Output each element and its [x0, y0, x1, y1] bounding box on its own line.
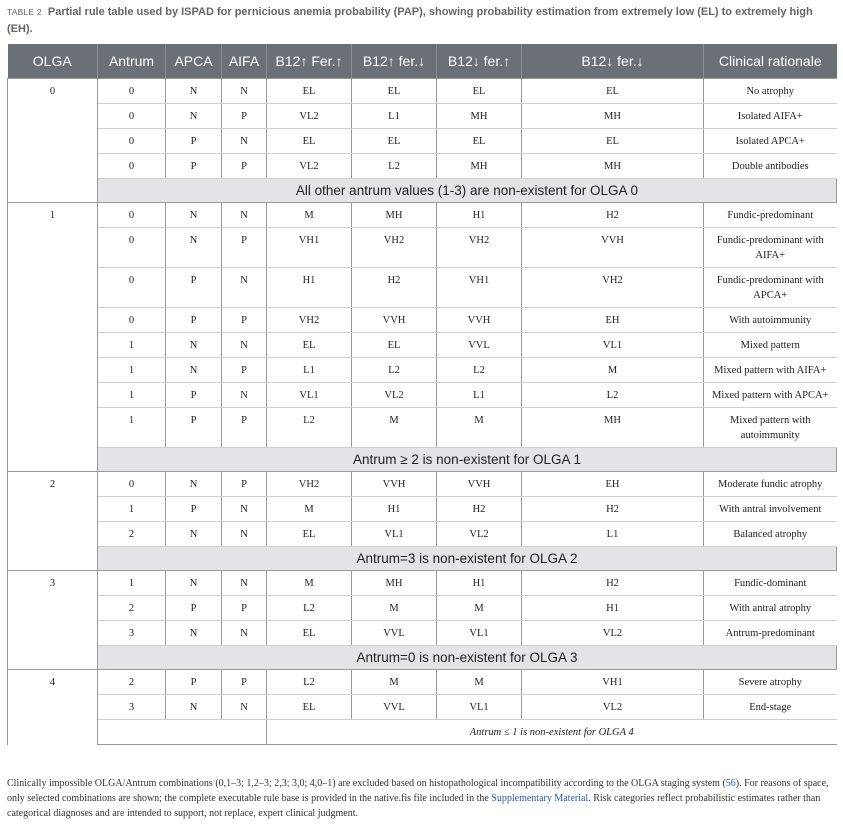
cell-b12down-ferdown: VL2 — [522, 695, 704, 720]
cell-aifa: N — [222, 129, 267, 154]
cell-apca: P — [166, 129, 222, 154]
cell-apca: P — [166, 596, 222, 621]
cell-aifa: P — [222, 154, 267, 179]
cell-b12down-ferup: VVH — [437, 472, 522, 497]
cell-b12down-ferup: L1 — [437, 383, 522, 408]
cell-b12up-ferup: EL — [267, 129, 352, 154]
cell-antrum: 2 — [98, 596, 166, 621]
cell-b12down-ferdown: MH — [522, 408, 704, 448]
table-row — [8, 308, 837, 333]
cell-clinical-rationale: With antral atrophy — [704, 596, 837, 621]
cell-apca: N — [166, 571, 222, 596]
cell-clinical-rationale: Severe atrophy — [704, 670, 837, 695]
group-note: Antrum=0 is non-existent for OLGA 3 — [98, 646, 837, 670]
table-row — [8, 408, 837, 448]
cell-b12up-ferdown: MH — [352, 571, 437, 596]
cell-b12down-ferdown: EL — [522, 129, 704, 154]
cell-apca: P — [166, 308, 222, 333]
cell-antrum: 1 — [98, 358, 166, 383]
cell-b12down-ferdown: L2 — [522, 383, 704, 408]
cell-clinical-rationale: Mixed pattern with autoimmunity — [704, 408, 837, 448]
cell-b12up-ferup: H1 — [267, 268, 352, 308]
cell-b12up-ferup: VH1 — [267, 228, 352, 268]
cell-b12down-ferup: MH — [437, 154, 522, 179]
cell-b12up-ferdown: EL — [352, 129, 437, 154]
cell-b12down-ferup: EL — [437, 79, 522, 104]
cell-b12up-ferdown: VH2 — [352, 228, 437, 268]
cell-apca: N — [166, 79, 222, 104]
cell-antrum: 1 — [98, 383, 166, 408]
cell-b12down-ferup: H2 — [437, 497, 522, 522]
cell-b12down-ferdown: H2 — [522, 571, 704, 596]
cell-aifa: P — [222, 228, 267, 268]
cell-apca: P — [166, 497, 222, 522]
cell-aifa: P — [222, 472, 267, 497]
cell-clinical-rationale: Fundic-dominant — [704, 571, 837, 596]
table-row — [8, 621, 837, 646]
cell-b12up-ferdown: M — [352, 670, 437, 695]
cell-b12down-ferdown: VH2 — [522, 268, 704, 308]
cell-apca: N — [166, 333, 222, 358]
cell-b12up-ferdown: H2 — [352, 268, 437, 308]
cell-olga: 2 — [8, 472, 98, 571]
cell-clinical-rationale: Fundic-predominant — [704, 203, 837, 228]
cell-antrum: 1 — [98, 408, 166, 448]
note-row — [8, 720, 837, 745]
table-row — [8, 333, 837, 358]
cell-antrum: 0 — [98, 104, 166, 129]
cell-b12up-ferdown: VVL — [352, 695, 437, 720]
cell-b12up-ferdown: VL2 — [352, 383, 437, 408]
header-aifa: AIFA — [222, 44, 267, 79]
cell-b12up-ferdown: VVL — [352, 621, 437, 646]
cell-clinical-rationale: Mixed pattern — [704, 333, 837, 358]
cell-antrum: 0 — [98, 129, 166, 154]
cell-b12up-ferdown: VL1 — [352, 522, 437, 547]
cell-aifa: P — [222, 308, 267, 333]
cell-aifa: P — [222, 358, 267, 383]
table-row — [8, 268, 837, 308]
cell-aifa: N — [222, 621, 267, 646]
cell-b12down-ferdown: H1 — [522, 596, 704, 621]
table-row — [8, 670, 837, 695]
cell-antrum: 0 — [98, 308, 166, 333]
cell-clinical-rationale: Isolated APCA+ — [704, 129, 837, 154]
cell-b12up-ferup: VL1 — [267, 383, 352, 408]
table-footnote — [7, 776, 836, 821]
cell-antrum: 2 — [98, 670, 166, 695]
table-row — [8, 596, 837, 621]
cell-antrum: 3 — [98, 695, 166, 720]
cell-b12down-ferup: VL1 — [437, 621, 522, 646]
cell-b12down-ferup: VH2 — [437, 228, 522, 268]
cell-aifa: P — [222, 408, 267, 448]
table-caption — [7, 4, 837, 38]
cell-clinical-rationale: Fundic-predominant with AIFA+ — [704, 228, 837, 268]
cell-aifa: N — [222, 497, 267, 522]
cell-olga: 0 — [8, 79, 98, 203]
cell-apca: N — [166, 522, 222, 547]
cell-b12up-ferup: VL2 — [267, 104, 352, 129]
header-b12up-ferup: B12↑ Fer.↑ — [267, 44, 352, 79]
cell-b12up-ferup: EL — [267, 522, 352, 547]
group-note: Antrum ≤ 1 is non-existent for OLGA 4 — [267, 720, 837, 745]
cell-b12down-ferdown: MH — [522, 104, 704, 129]
cell-antrum: 0 — [98, 228, 166, 268]
cell-apca: N — [166, 358, 222, 383]
cell-aifa: N — [222, 268, 267, 308]
cell-b12down-ferup: L2 — [437, 358, 522, 383]
table-row — [8, 129, 837, 154]
cell-b12up-ferdown: EL — [352, 79, 437, 104]
cell-clinical-rationale: No atrophy — [704, 79, 837, 104]
empty-cell — [98, 720, 267, 745]
cell-apca: N — [166, 621, 222, 646]
cell-clinical-rationale: With antral involvement — [704, 497, 837, 522]
cell-b12down-ferdown: VH1 — [522, 670, 704, 695]
cell-aifa: N — [222, 79, 267, 104]
cell-clinical-rationale: Double antibodies — [704, 154, 837, 179]
cell-clinical-rationale: End-stage — [704, 695, 837, 720]
table-row — [8, 383, 837, 408]
cell-b12up-ferup: EL — [267, 333, 352, 358]
cell-b12down-ferup: M — [437, 596, 522, 621]
cell-b12down-ferdown: EL — [522, 79, 704, 104]
cell-apca: P — [166, 383, 222, 408]
cell-b12up-ferup: EL — [267, 79, 352, 104]
table-row — [8, 104, 837, 129]
cell-b12down-ferup: EL — [437, 129, 522, 154]
cell-b12down-ferdown: M — [522, 358, 704, 383]
cell-b12down-ferdown: VL1 — [522, 333, 704, 358]
cell-apca: P — [166, 154, 222, 179]
cell-aifa: P — [222, 104, 267, 129]
cell-clinical-rationale: Mixed pattern with AIFA+ — [704, 358, 837, 383]
header-row — [8, 44, 837, 79]
cell-b12down-ferup: VL2 — [437, 522, 522, 547]
cell-b12up-ferdown: L2 — [352, 358, 437, 383]
header-olga: OLGA — [8, 44, 98, 79]
cell-b12down-ferup: M — [437, 670, 522, 695]
cell-b12down-ferup: H1 — [437, 571, 522, 596]
cell-b12down-ferup: M — [437, 408, 522, 448]
table-row — [8, 358, 837, 383]
cell-b12up-ferup: EL — [267, 621, 352, 646]
table-row — [8, 571, 837, 596]
table-row — [8, 472, 837, 497]
footnote-reference-link[interactable]: 56 — [725, 778, 736, 789]
cell-aifa: N — [222, 571, 267, 596]
cell-b12down-ferdown: L1 — [522, 522, 704, 547]
cell-olga: 4 — [8, 670, 98, 745]
cell-b12up-ferdown: L2 — [352, 154, 437, 179]
cell-antrum: 3 — [98, 621, 166, 646]
cell-apca: N — [166, 104, 222, 129]
cell-b12up-ferdown: MH — [352, 203, 437, 228]
footnote-text-3: . Risk categories reflect probabilistic estimates rather than categorical diagnoses and are intended to support, not replace, expert clinical judgment. — [7, 793, 821, 819]
cell-clinical-rationale: Antrum-predominant — [704, 621, 837, 646]
cell-b12down-ferup: VH1 — [437, 268, 522, 308]
cell-b12down-ferup: VL1 — [437, 695, 522, 720]
header-b12down-ferdown: B12↓ fer.↓ — [522, 44, 704, 79]
cell-olga: 1 — [8, 203, 98, 472]
cell-b12down-ferup: VVH — [437, 308, 522, 333]
table-row — [8, 497, 837, 522]
cell-b12up-ferdown: EL — [352, 333, 437, 358]
cell-apca: N — [166, 695, 222, 720]
cell-b12down-ferdown: VVH — [522, 228, 704, 268]
table-row — [8, 154, 837, 179]
cell-antrum: 2 — [98, 522, 166, 547]
cell-b12down-ferup: H1 — [437, 203, 522, 228]
note-row — [8, 179, 837, 203]
group-note: All other antrum values (1-3) are non-existent for OLGA 0 — [98, 179, 837, 203]
table-row — [8, 695, 837, 720]
note-row — [8, 547, 837, 571]
cell-antrum: 1 — [98, 333, 166, 358]
cell-antrum: 0 — [98, 154, 166, 179]
cell-b12down-ferdown: EH — [522, 472, 704, 497]
cell-b12up-ferdown: L1 — [352, 104, 437, 129]
cell-b12up-ferup: VH2 — [267, 472, 352, 497]
cell-apca: P — [166, 268, 222, 308]
cell-b12down-ferdown: H2 — [522, 497, 704, 522]
header-b12up-ferdown: B12↑ fer.↓ — [352, 44, 437, 79]
cell-b12up-ferdown: VVH — [352, 308, 437, 333]
table-row — [8, 203, 837, 228]
table-tag: TABLE 2 — [7, 7, 42, 17]
cell-b12up-ferdown: H1 — [352, 497, 437, 522]
cell-clinical-rationale: With autoimmunity — [704, 308, 837, 333]
cell-aifa: N — [222, 203, 267, 228]
supplementary-material-link[interactable]: Supplementary Material — [491, 793, 589, 804]
note-row — [8, 646, 837, 670]
cell-b12up-ferup: M — [267, 497, 352, 522]
table-row — [8, 79, 837, 104]
cell-aifa: N — [222, 383, 267, 408]
cell-clinical-rationale: Moderate fundic atrophy — [704, 472, 837, 497]
table-row — [8, 522, 837, 547]
cell-b12up-ferup: EL — [267, 695, 352, 720]
cell-clinical-rationale: Fundic-predominant with APCA+ — [704, 268, 837, 308]
cell-b12up-ferdown: VVH — [352, 472, 437, 497]
group-note: Antrum ≥ 2 is non-existent for OLGA 1 — [98, 448, 837, 472]
header-antrum: Antrum — [98, 44, 166, 79]
cell-aifa: N — [222, 333, 267, 358]
cell-b12up-ferup: L2 — [267, 670, 352, 695]
footnote-text-2: ). For reasons of space, only selected combinations are shown; the complete executable rule base is provided in the native.fis file included in the — [7, 778, 829, 804]
cell-antrum: 1 — [98, 571, 166, 596]
cell-aifa: P — [222, 670, 267, 695]
cell-b12up-ferup: L2 — [267, 596, 352, 621]
cell-b12up-ferup: L2 — [267, 408, 352, 448]
cell-apca: P — [166, 670, 222, 695]
header-apca: APCA — [166, 44, 222, 79]
cell-b12up-ferup: M — [267, 203, 352, 228]
cell-clinical-rationale: Mixed pattern with APCA+ — [704, 383, 837, 408]
cell-b12up-ferup: VH2 — [267, 308, 352, 333]
table-row — [8, 228, 837, 268]
rule-table — [7, 44, 837, 745]
cell-b12up-ferdown: M — [352, 408, 437, 448]
cell-antrum: 0 — [98, 79, 166, 104]
cell-antrum: 0 — [98, 203, 166, 228]
cell-b12up-ferdown: M — [352, 596, 437, 621]
cell-antrum: 0 — [98, 472, 166, 497]
cell-b12down-ferdown: MH — [522, 154, 704, 179]
cell-b12up-ferup: M — [267, 571, 352, 596]
cell-b12up-ferup: L1 — [267, 358, 352, 383]
cell-b12down-ferdown: VL2 — [522, 621, 704, 646]
cell-aifa: P — [222, 596, 267, 621]
note-row — [8, 448, 837, 472]
cell-olga: 3 — [8, 571, 98, 670]
cell-apca: N — [166, 472, 222, 497]
cell-b12down-ferdown: EH — [522, 308, 704, 333]
cell-b12up-ferup: VL2 — [267, 154, 352, 179]
cell-aifa: N — [222, 695, 267, 720]
cell-clinical-rationale: Balanced atrophy — [704, 522, 837, 547]
header-b12down-ferup: B12↓ fer.↑ — [437, 44, 522, 79]
cell-b12down-ferdown: H2 — [522, 203, 704, 228]
cell-clinical-rationale: Isolated AIFA+ — [704, 104, 837, 129]
cell-apca: N — [166, 203, 222, 228]
group-note: Antrum=3 is non-existent for OLGA 2 — [98, 547, 837, 571]
footnote-text-1: Clinically impossible OLGA/Antrum combinations (0,1–3; 1,2–3; 2,3; 3,0; 4,0–1) are excluded based on histopathological incompatibility according to the OLGA staging system ( — [7, 778, 726, 789]
cell-apca: P — [166, 408, 222, 448]
cell-b12down-ferup: MH — [437, 104, 522, 129]
cell-antrum: 1 — [98, 497, 166, 522]
cell-antrum: 0 — [98, 268, 166, 308]
table-title: Partial rule table used by ISPAD for pernicious anemia probability (PAP), showing probability estimation from extremely low (EL) to extremely high (EH). — [7, 6, 813, 35]
cell-apca: N — [166, 228, 222, 268]
header-clinical-rationale: Clinical rationale — [704, 44, 837, 79]
cell-aifa: N — [222, 522, 267, 547]
cell-b12down-ferup: VVL — [437, 333, 522, 358]
